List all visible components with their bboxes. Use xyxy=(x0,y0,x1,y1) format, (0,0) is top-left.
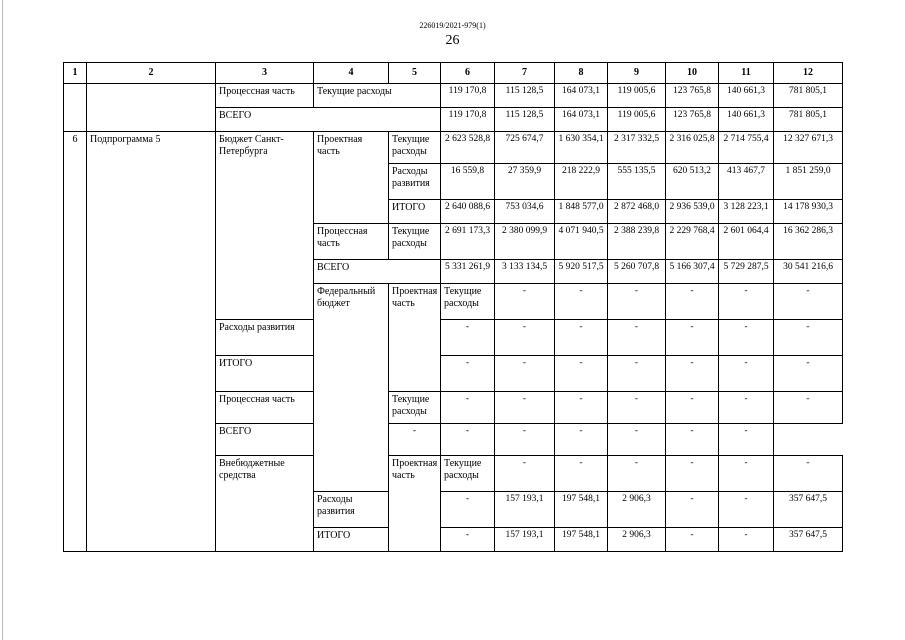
value-cell: 725 674,7 xyxy=(495,132,555,164)
value-cell: - xyxy=(774,392,843,424)
row-number: 6 xyxy=(64,132,87,552)
part-label: Проектная часть xyxy=(314,132,389,224)
value-cell: 115 128,5 xyxy=(495,84,555,108)
value-cell: - xyxy=(495,320,555,356)
value-cell: 123 765,8 xyxy=(666,84,719,108)
value-cell: 2 714 755,4 xyxy=(719,132,774,164)
value-cell: - xyxy=(666,320,719,356)
value-cell: - xyxy=(719,528,774,552)
value-cell: 218 222,9 xyxy=(555,164,608,200)
value-cell: 555 135,5 xyxy=(608,164,666,200)
value-cell: - xyxy=(441,392,495,424)
expense-type-label: Расходы развития xyxy=(389,164,441,200)
value-cell: 5 260 707,8 xyxy=(608,260,666,284)
value-cell: - xyxy=(495,456,555,492)
value-cell: 5 166 307,4 xyxy=(666,260,719,284)
value-cell: - xyxy=(719,320,774,356)
value-cell: - xyxy=(666,492,719,528)
value-cell: 2 691 173,3 xyxy=(441,224,495,260)
value-cell: 5 729 287,5 xyxy=(719,260,774,284)
value-cell: - xyxy=(441,492,495,528)
value-cell: - xyxy=(555,424,608,456)
value-cell: 27 359,9 xyxy=(495,164,555,200)
value-cell: - xyxy=(608,424,666,456)
subtotal-label: ИТОГО xyxy=(314,528,389,552)
value-cell: 753 034,6 xyxy=(495,200,555,224)
value-cell: 140 661,3 xyxy=(719,108,774,132)
value-cell: - xyxy=(719,356,774,392)
value-cell: 2 317 332,5 xyxy=(608,132,666,164)
value-cell: 119 170,8 xyxy=(441,108,495,132)
value-cell: 2 380 099,9 xyxy=(495,224,555,260)
value-cell: 119 005,6 xyxy=(608,84,666,108)
funding-source: Федеральный бюджет xyxy=(314,284,389,492)
value-cell: 16 362 286,3 xyxy=(774,224,843,260)
value-cell: - xyxy=(666,424,719,456)
column-number: 10 xyxy=(666,63,719,84)
scan-edge-line xyxy=(2,0,3,640)
value-cell: 2 640 088,6 xyxy=(441,200,495,224)
value-cell: 164 073,1 xyxy=(555,84,608,108)
value-cell: 4 071 940,5 xyxy=(555,224,608,260)
value-cell: - xyxy=(608,320,666,356)
value-cell: - xyxy=(495,424,555,456)
value-cell: - xyxy=(666,284,719,320)
column-number: 2 xyxy=(87,63,216,84)
value-cell: 2 601 064,4 xyxy=(719,224,774,260)
value-cell: 781 805,1 xyxy=(774,84,843,108)
value-cell: - xyxy=(608,356,666,392)
value-cell: 2 872 468,0 xyxy=(608,200,666,224)
value-cell: 2 906,3 xyxy=(608,492,666,528)
value-cell: 2 936 539,0 xyxy=(666,200,719,224)
value-cell: - xyxy=(666,456,719,492)
value-cell: - xyxy=(666,528,719,552)
column-number: 12 xyxy=(774,63,843,84)
value-cell: 157 193,1 xyxy=(495,528,555,552)
value-cell: - xyxy=(666,356,719,392)
value-cell: - xyxy=(774,320,843,356)
funding-source: Внебюджетные средства xyxy=(216,456,314,552)
value-cell: - xyxy=(666,392,719,424)
part-label: Процессная часть xyxy=(216,392,314,424)
column-number: 8 xyxy=(555,63,608,84)
value-cell: - xyxy=(774,456,843,492)
value-cell: - xyxy=(555,320,608,356)
value-cell: - xyxy=(719,492,774,528)
value-cell: 2 316 025,8 xyxy=(666,132,719,164)
value-cell: - xyxy=(441,528,495,552)
value-cell: - xyxy=(555,356,608,392)
value-cell: 2 906,3 xyxy=(608,528,666,552)
value-cell: - xyxy=(555,284,608,320)
value-cell: - xyxy=(441,320,495,356)
expense-type-label: Текущие расходы xyxy=(389,132,441,164)
value-cell: - xyxy=(774,356,843,392)
funding-source: Бюджет Санкт-Петербурга xyxy=(216,132,314,320)
value-cell: 164 073,1 xyxy=(555,108,608,132)
part-label: Проектная часть xyxy=(389,284,441,392)
value-cell: 115 128,5 xyxy=(495,108,555,132)
empty-cell xyxy=(87,84,216,132)
total-label: ВСЕГО xyxy=(216,424,389,456)
value-cell: - xyxy=(555,392,608,424)
value-cell: 5 920 517,5 xyxy=(555,260,608,284)
value-cell: 357 647,5 xyxy=(774,492,843,528)
column-number: 3 xyxy=(216,63,314,84)
value-cell: - xyxy=(608,284,666,320)
value-cell: 16 559,8 xyxy=(441,164,495,200)
part-label: Процессная часть xyxy=(216,84,314,108)
column-number: 6 xyxy=(441,63,495,84)
value-cell: - xyxy=(441,356,495,392)
column-number: 1 xyxy=(64,63,87,84)
value-cell: - xyxy=(608,392,666,424)
total-label: ВСЕГО xyxy=(216,108,441,132)
value-cell: 5 331 261,9 xyxy=(441,260,495,284)
part-label: Проектная часть xyxy=(389,456,441,552)
value-cell: 3 128 223,1 xyxy=(719,200,774,224)
document-id: 226019/2021-979(1) xyxy=(419,21,486,30)
empty-cell xyxy=(64,84,87,132)
column-number: 5 xyxy=(389,63,441,84)
value-cell: 123 765,8 xyxy=(666,108,719,132)
table-row xyxy=(64,132,843,164)
subtotal-label: ИТОГО xyxy=(389,200,441,224)
value-cell: 12 327 671,3 xyxy=(774,132,843,164)
value-cell: - xyxy=(495,356,555,392)
value-cell: 14 178 930,3 xyxy=(774,200,843,224)
value-cell: 357 647,5 xyxy=(774,528,843,552)
expense-type-label: Расходы развития xyxy=(216,320,314,356)
value-cell: 3 133 134,5 xyxy=(495,260,555,284)
value-cell: 30 541 216,6 xyxy=(774,260,843,284)
value-cell: 2 229 768,4 xyxy=(666,224,719,260)
expense-type-label: Текущие расходы xyxy=(314,84,441,108)
column-number-row xyxy=(64,63,843,84)
value-cell: 197 548,1 xyxy=(555,528,608,552)
column-number: 9 xyxy=(608,63,666,84)
value-cell: - xyxy=(441,424,495,456)
value-cell: - xyxy=(719,284,774,320)
value-cell: - xyxy=(719,456,774,492)
expense-type-label: Текущие расходы xyxy=(441,284,495,320)
value-cell: 119 170,8 xyxy=(441,84,495,108)
column-number: 7 xyxy=(495,63,555,84)
value-cell: 2 388 239,8 xyxy=(608,224,666,260)
value-cell: - xyxy=(495,392,555,424)
subtotal-label: ИТОГО xyxy=(216,356,314,392)
column-number: 11 xyxy=(719,63,774,84)
expense-type-label: Текущие расходы xyxy=(441,456,495,492)
subprogram-name: Подпрограмма 5 xyxy=(87,132,216,552)
value-cell: - xyxy=(555,456,608,492)
value-cell: - xyxy=(719,424,774,456)
part-label: Процессная часть xyxy=(314,224,389,260)
budget-table xyxy=(63,62,843,552)
value-cell: 1 630 354,1 xyxy=(555,132,608,164)
value-cell: 197 548,1 xyxy=(555,492,608,528)
value-cell: - xyxy=(774,284,843,320)
table-row xyxy=(64,84,843,108)
page-number: 26 xyxy=(445,33,460,48)
column-number: 4 xyxy=(314,63,389,84)
total-label: ВСЕГО xyxy=(314,260,441,284)
value-cell: 2 623 528,8 xyxy=(441,132,495,164)
value-cell: - xyxy=(389,424,441,456)
value-cell: 413 467,7 xyxy=(719,164,774,200)
value-cell: - xyxy=(719,392,774,424)
expense-type-label: Текущие расходы xyxy=(389,392,441,424)
value-cell: - xyxy=(495,284,555,320)
value-cell: - xyxy=(608,456,666,492)
value-cell: 1 848 577,0 xyxy=(555,200,608,224)
value-cell: 119 005,6 xyxy=(608,108,666,132)
value-cell: 781 805,1 xyxy=(774,108,843,132)
value-cell: 620 513,2 xyxy=(666,164,719,200)
value-cell: 1 851 259,0 xyxy=(774,164,843,200)
expense-type-label: Расходы развития xyxy=(314,492,389,528)
expense-type-label: Текущие расходы xyxy=(389,224,441,260)
value-cell: 140 661,3 xyxy=(719,84,774,108)
value-cell: 157 193,1 xyxy=(495,492,555,528)
